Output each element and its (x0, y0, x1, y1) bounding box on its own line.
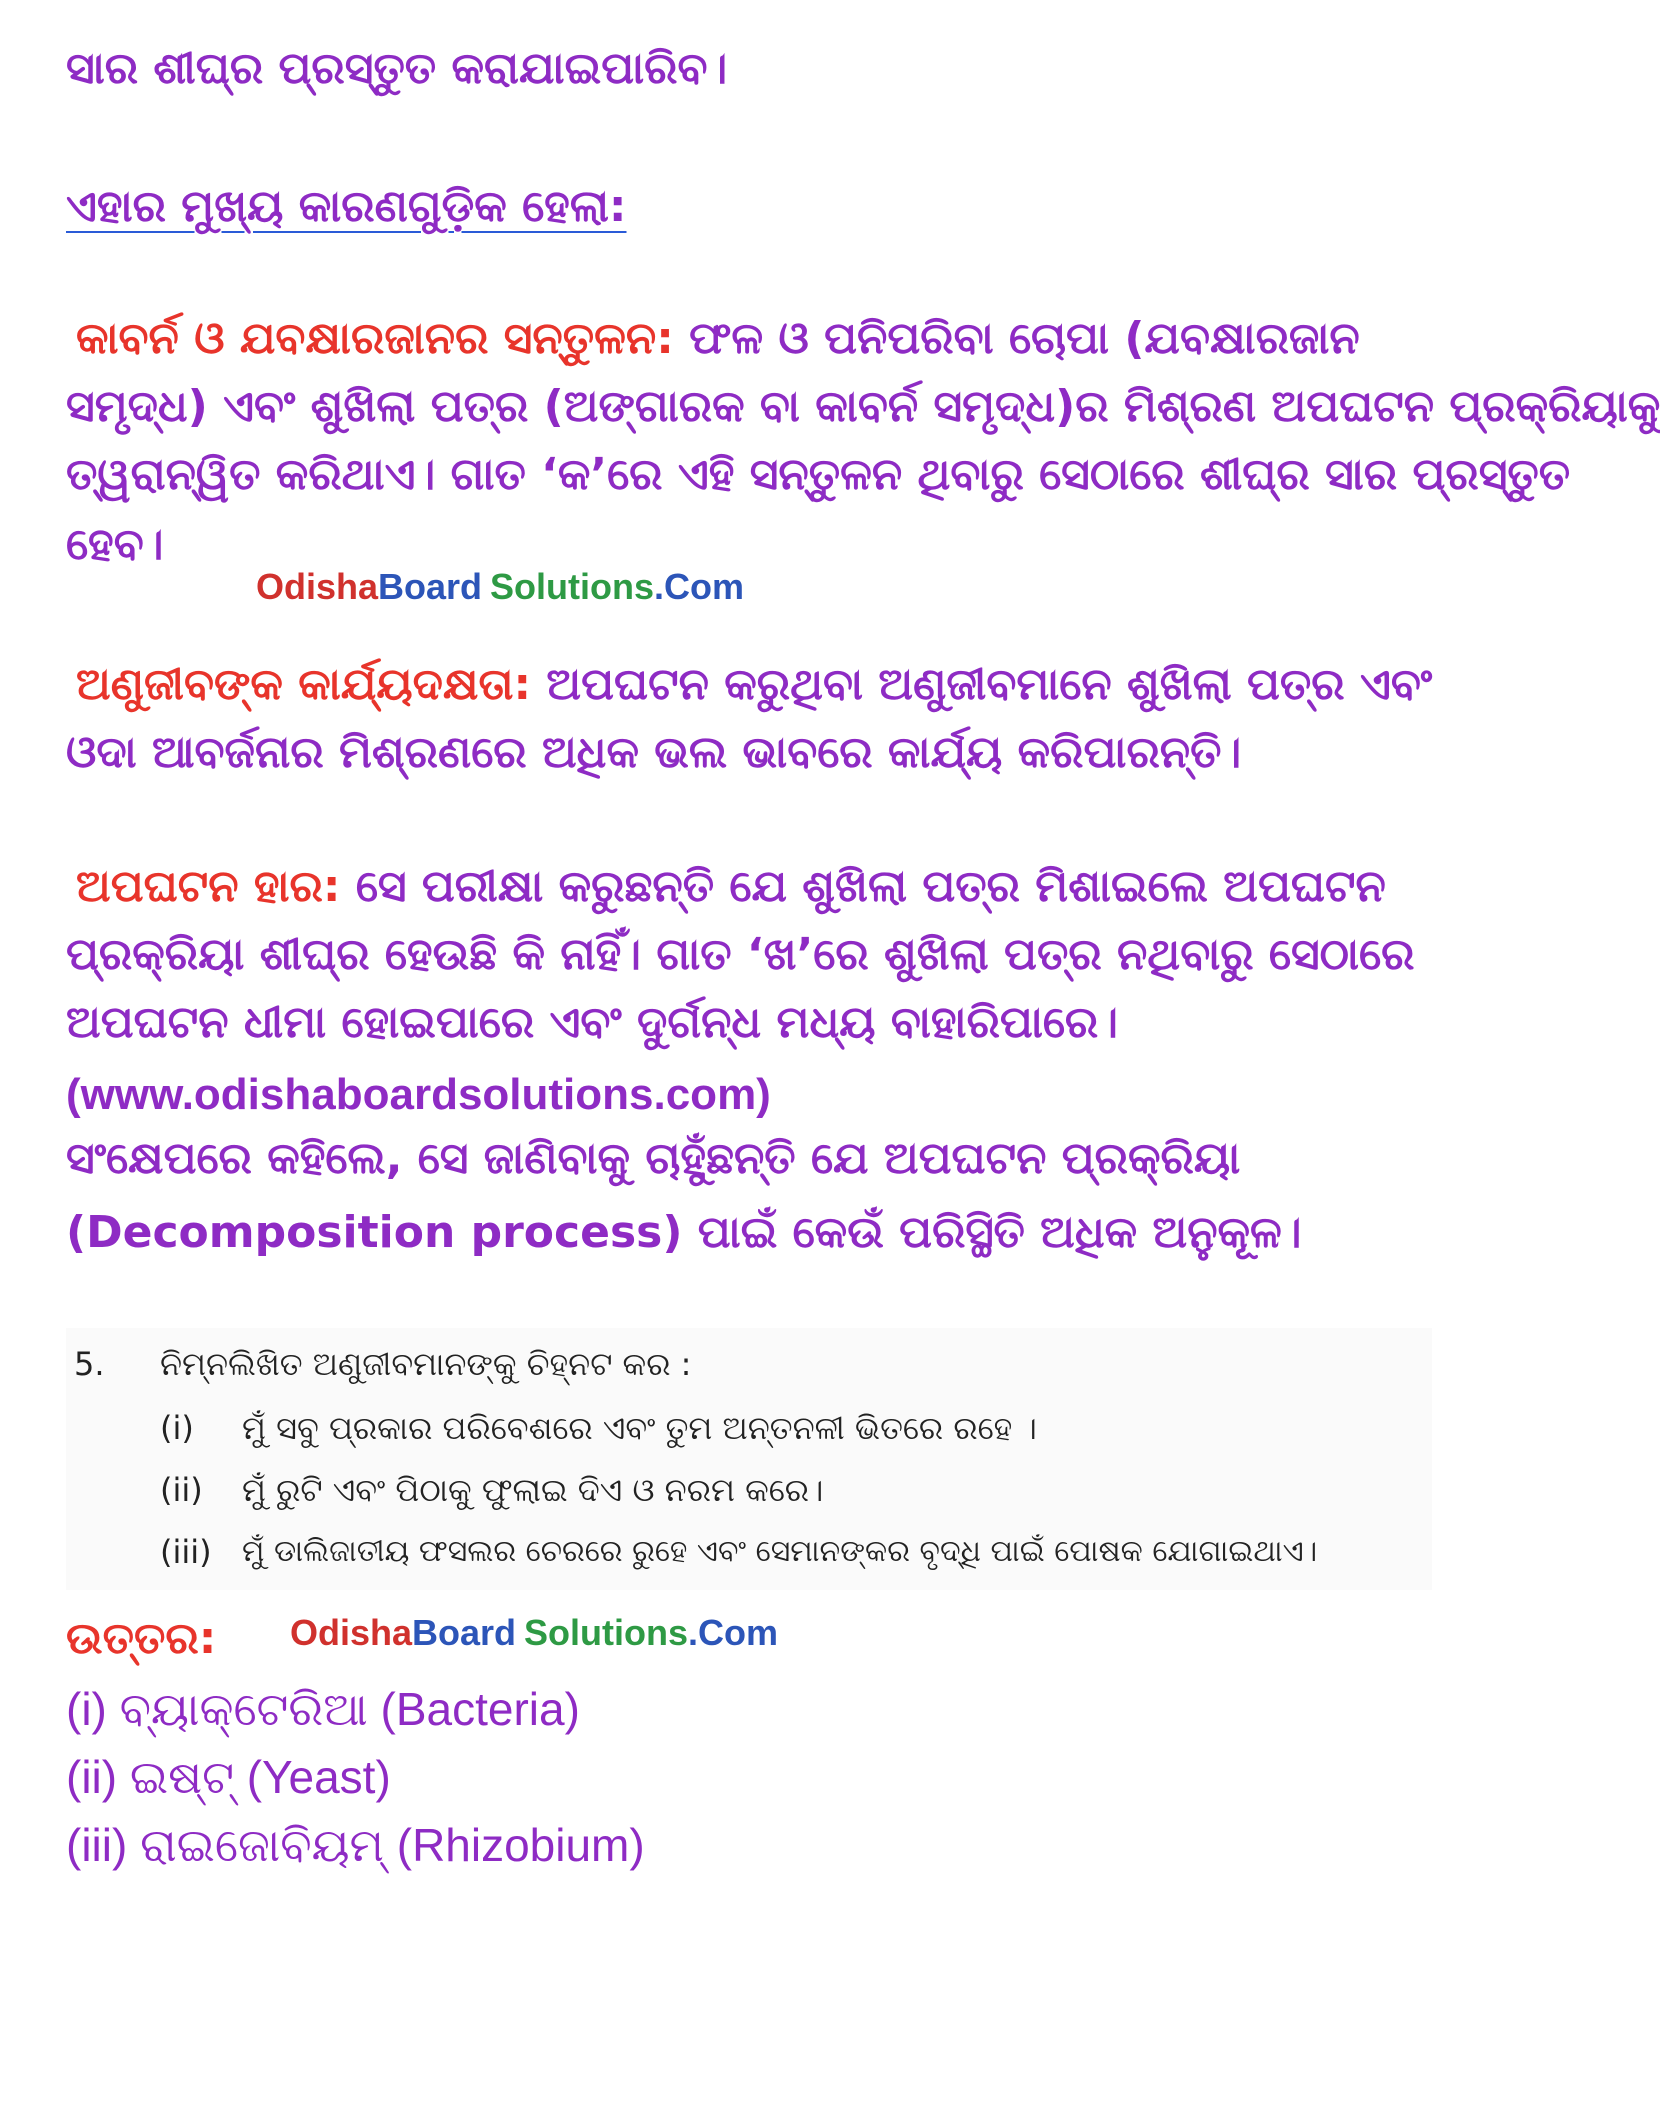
question-box (66, 1328, 1432, 1590)
question-item-num: (i) (160, 1409, 194, 1447)
question-text: ନିମ୍ନଲିଖିତ ଅଣୁଜୀବମାନଙ୍କୁ ଚିହ୍ନଟ କର : (160, 1345, 692, 1383)
para3-line: ଅପଘଟନ ଧୀମା ହୋଇପାରେ ଏବଂ ଦୁର୍ଗନ୍ଧ ମଧ୍ୟ ବାହାରିପାରେ। (66, 997, 1119, 1048)
para1-first-line (76, 308, 1360, 370)
para1-text: ଫଳ ଓ ପନିପରିବା ଚୋପା (ଯବକ୍ଷାରଜାନ (673, 313, 1360, 364)
answer-label: ଉତ୍ତର: (66, 1613, 217, 1664)
para1-line: ହେବ। (66, 519, 164, 570)
question-item-num: (iii) (160, 1533, 212, 1571)
answer-item: (i) ବ୍ୟାକ୍ଟେରିଆ (Bacteria) (66, 1683, 580, 1735)
para1-label: କାବର୍ନ ଓ ଯବକ୍ଷାରଜାନର ସନ୍ତୁଳନ: (76, 313, 674, 364)
question-item-text: ମୁଁ ଡାଲିଜାତୀୟ ଫସଲର ଚେରରେ ରୁହେ ଏବଂ ସେମାନଙ୍କର ବୃଦ୍ଧି ପାଇଁ ପୋଷକ ଯୋଗାଇଥାଏ। (242, 1534, 1318, 1569)
para3-line: (Decomposition process) ପାଇଁ କେଉଁ ପରିସ୍ଥିତି ଅଧିକ ଅନୁକୂଳ। (66, 1207, 1302, 1258)
para1-line: ତ୍ୱରାନ୍ୱିତ କରିଥାଏ। ଗାତ ‘କ’ରେ ଏହି ସନ୍ତୁଳନ ଥିବାରୁ ସେଠାରେ ଶୀଘ୍ର ସାର ପ୍ରସ୍ତୁତ (66, 449, 1571, 500)
para3-text: ସେ ପରୀକ୍ଷା କରୁଛନ୍ତି ଯେ ଶୁଖିଲା ପତ୍ର ମିଶାଇଲେ ଅପଘଟନ (340, 861, 1386, 912)
para2-label: ଅଣୁଜୀବଙ୍କ କାର୍ଯ୍ୟଦକ୍ଷତା: (76, 659, 532, 710)
watermark-logo: OdishaBoard Solutions.Com (290, 1612, 779, 1653)
para3-first-line (76, 856, 1386, 918)
question-item-text: ମୁଁ ରୁଟି ଏବଂ ପିଠାକୁ ଫୁଲାଇ ଦିଏ ଓ ନରମ କରେ। (242, 1471, 824, 1509)
question-item-num: (ii) (160, 1471, 203, 1509)
para1-line: ସମୃଦ୍ଧ) ଏବଂ ଶୁଖିଲା ପତ୍ର (ଅଙ୍ଗାରକ ବା କାବର୍ନ ସମୃଦ୍ଧ)ର ମିଶ୍ରଣ ଅପଘଟନ ପ୍ରକ୍ରିୟାକୁ (66, 381, 1660, 432)
section-heading: ଏହାର ମୁଖ୍ୟ କାରଣଗୁଡ଼ିକ ହେଲା: (66, 181, 627, 232)
para3-label: ଅପଘଟନ ହାର: (76, 861, 341, 912)
question-item-text: ମୁଁ ସବୁ ପ୍ରକାର ପରିବେଶରେ ଏବଂ ତୁମ ଅନ୍ତନଳୀ ଭିତରେ ରହେ । (242, 1409, 1037, 1447)
para3-line: ସଂକ୍ଷେପରେ କହିଲେ, ସେ ଜାଣିବାକୁ ଚାହୁଁଛନ୍ତି ଯେ ଅପଘଟନ ପ୍ରକ୍ରିୟା (66, 1133, 1241, 1184)
question-number: 5. (74, 1345, 105, 1383)
website-url: (www.odishaboardsolutions.com) (66, 1070, 771, 1119)
para3-line: ପ୍ରକ୍ରିୟା ଶୀଘ୍ର ହେଉଛି କି ନାହିଁ। ଗାତ ‘ଖ’ରେ ଶୁଖିଲା ପତ୍ର ନଥିବାରୁ ସେଠାରେ (66, 929, 1415, 980)
para2-text: ଅପଘଟନ କରୁଥିବା ଅଣୁଜୀବମାନେ ଶୁଖିଲା ପତ୍ର ଏବଂ (531, 659, 1433, 710)
watermark-logo: OdishaBoard Solutions.Com (256, 566, 745, 607)
answer-item: (iii) ରାଇଜୋବିୟମ୍ (Rhizobium) (66, 1819, 645, 1871)
intro-text: ସାର ଶୀଘ୍ର ପ୍ରସ୍ତୁତ କରାଯାଇପାରିବ। (66, 43, 728, 94)
para2-line: ଓଦା ଆବର୍ଜନାର ମିଶ୍ରଣରେ ଅଧିକ ଭଲ ଭାବରେ କାର୍ଯ୍ୟ କରିପାରନ୍ତି। (66, 727, 1242, 778)
answer-item: (ii) ଇଷ୍ଟ୍ (Yeast) (66, 1751, 391, 1803)
para2-first-line (76, 654, 1432, 716)
